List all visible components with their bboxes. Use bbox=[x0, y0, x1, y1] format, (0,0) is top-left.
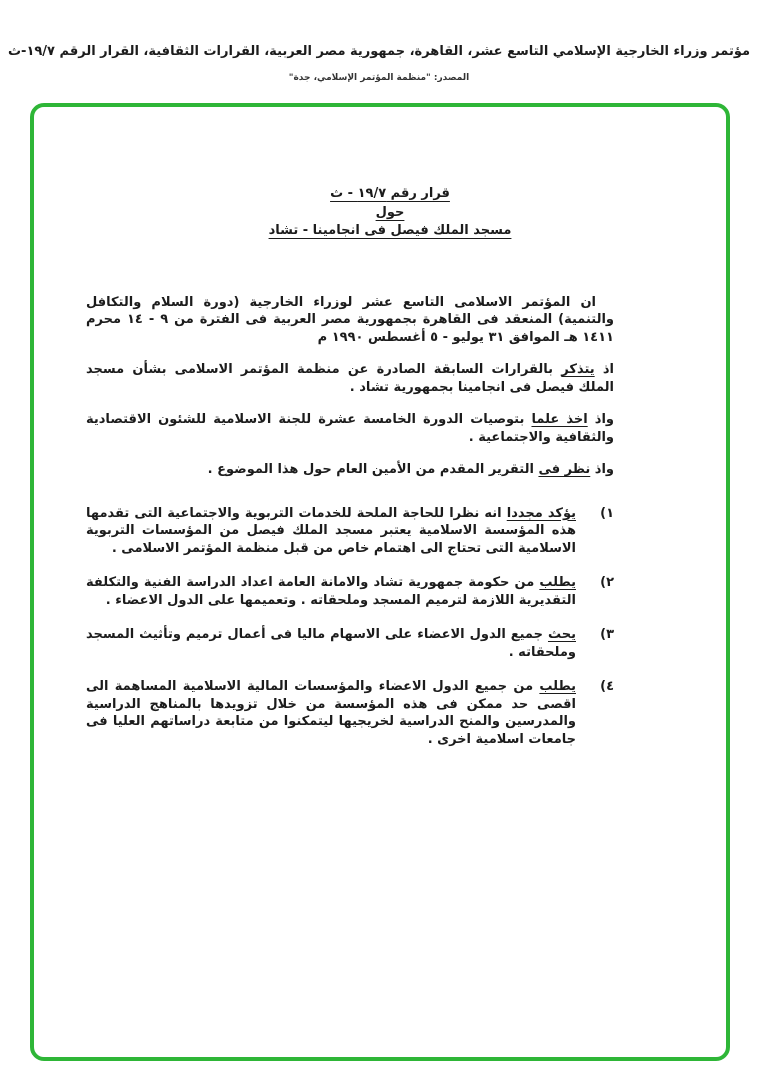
paragraph-pre: اذ bbox=[594, 362, 615, 377]
item-body: من حكومة جمهورية تشاد والامانة العامة اعداد الدراسة الفنية والتكلفة التقديرية اللازمة لترميم المسجد وملحقاته . وتعميمها على الدول الاعضاء . bbox=[86, 575, 576, 608]
paragraph-noting bbox=[86, 411, 614, 446]
item-body: انه نظرا للحاجة الملحة للخدمات التربوية والاجتماعية التى تقدمها هذه المؤسسة الاسلامية يعتبر مسجد الملك فيصل من المؤسسات التربوية الاسلامية التى تحتاج الى اهتمام خاص من قبل منظمة المؤتمر الاسلامى . bbox=[86, 505, 576, 556]
item-lead: يحث bbox=[547, 627, 576, 642]
paragraph-text: التقرير المقدم من الأمين العام حول هذا الموضوع . bbox=[207, 462, 539, 477]
header-source-line: المصدر: "منظمة المؤتمر الإسلامي، جدة" bbox=[288, 73, 470, 83]
paragraph-recalling bbox=[86, 361, 614, 396]
resolution-items bbox=[86, 505, 614, 749]
resolution-about-line: حول bbox=[375, 204, 405, 220]
document-body bbox=[34, 107, 726, 748]
paragraph-lead: نظر فى bbox=[538, 462, 591, 477]
item-body: من جميع الدول الاعضاء والمؤسسات المالية الاسلامية المساهمة الى اقصى حد ممكن فى هذه المؤسسة من خلال تزويدها بالمناهج الدراسية والمدرسين والمنح الدراسية لخريجيها ليتمكنوا من متابعة دراساتهم العليا فى جامعات اسلامية اخرى . bbox=[86, 679, 576, 747]
document-frame bbox=[30, 103, 730, 1061]
paragraph-pre: واذ bbox=[590, 462, 614, 477]
paragraph-preamble bbox=[86, 294, 614, 347]
item-lead: يؤكد مجددا bbox=[506, 505, 576, 521]
paragraph-text: ان المؤتمر الاسلامى التاسع عشر لوزراء الخارجية (دورة السلام والتكافل والتنمية) المنعقد فى القاهرة بجمهورية مصر العربية فى الفترة من ٩ - ١٤ محرم ١٤١١ هـ الموافق ٣١ يوليو - ٥ أغسطس ١٩٩٠ م bbox=[86, 294, 615, 345]
item-text bbox=[86, 678, 576, 748]
resolution-item bbox=[86, 678, 614, 748]
item-number: ٣) bbox=[600, 627, 614, 642]
resolution-number-line: قرار رقم ١٩/٧ - ث bbox=[330, 186, 450, 201]
resolution-item bbox=[86, 505, 614, 558]
item-lead: يطلب bbox=[539, 575, 576, 590]
item-body: جميع الدول الاعضاء على الاسهام ماليا فى أعمال ترميم وتأثيث المسجد وملحقاته . bbox=[86, 627, 576, 660]
paragraph-text: بتوصيات الدورة الخامسة عشرة للجنة الاسلامية للشئون الاقتصادية والثقافية والاجتماعية . bbox=[86, 412, 614, 445]
paragraph-text: بالقرارات السابقة الصادرة عن منظمة المؤتمر الاسلامى بشأن مسجد الملك فيصل فى انجامينا بجمهورية تشاد . bbox=[86, 362, 614, 395]
document-header bbox=[0, 0, 758, 83]
paragraph-lead: اخذ علما bbox=[531, 412, 588, 427]
item-lead: يطلب bbox=[539, 679, 576, 694]
resolution-subject-line: مسجد الملك فيصل فى انجامينا - تشاد bbox=[268, 223, 512, 238]
paragraph-considering bbox=[86, 461, 614, 479]
item-text bbox=[86, 574, 576, 609]
item-number: ١) bbox=[600, 505, 614, 521]
item-text bbox=[86, 626, 576, 661]
resolution-title-block bbox=[126, 185, 654, 240]
resolution-item bbox=[86, 626, 614, 661]
item-number: ٢) bbox=[600, 575, 614, 590]
paragraph-lead: يتذكر bbox=[561, 362, 595, 377]
item-number: ٤) bbox=[600, 679, 614, 694]
paragraph-pre: واذ bbox=[587, 412, 614, 427]
resolution-item bbox=[86, 574, 614, 609]
header-title: مؤتمر وزراء الخارجية الإسلامي التاسع عشر، القاهرة، جمهورية مصر العربية، القرارات الثقافية، القرار الرقم ١٩/٧-ث bbox=[7, 44, 751, 59]
item-text bbox=[86, 505, 576, 558]
